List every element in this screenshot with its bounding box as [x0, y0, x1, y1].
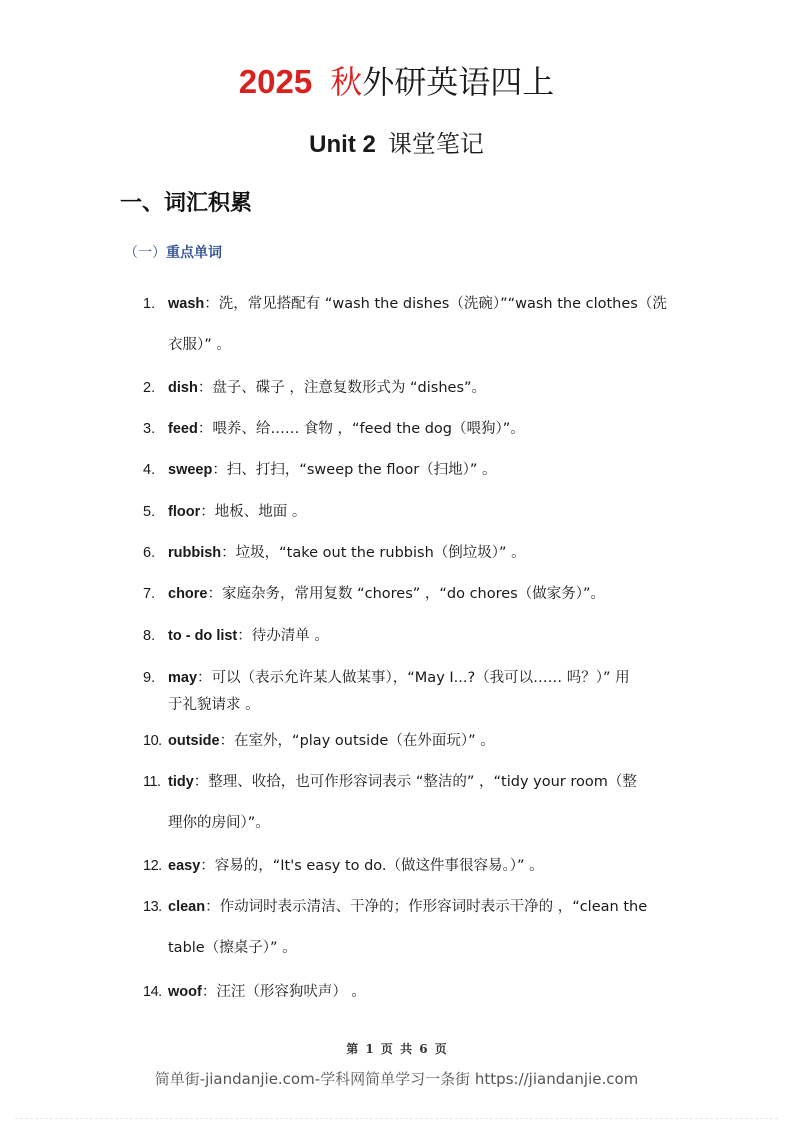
item-number: 13.	[143, 899, 162, 915]
vocab-word: outside	[168, 733, 220, 749]
item-number: 10.	[143, 733, 162, 749]
item-number: 12.	[143, 858, 162, 874]
vocab-definition: ：作动词时表示清洁、干净的；作形容词时表示干净的 ，“clean the	[205, 899, 648, 915]
vocab-word: feed	[168, 421, 198, 437]
vocab-word: floor	[168, 504, 201, 520]
vocab-definition: ：盘子、碟子 ，注意复数形式为 “dishes”。	[197, 380, 487, 396]
vocab-word: tidy	[168, 774, 194, 790]
vocab-definition-cont: table（擦桌子）” 。	[168, 940, 297, 956]
vocab-item	[143, 377, 683, 399]
item-number: 7.	[143, 586, 156, 602]
vocab-word: easy	[168, 858, 201, 874]
vocab-item	[143, 501, 683, 523]
subsection-heading	[124, 242, 222, 264]
vocab-definition: ：扫、打扫，“sweep the floor（扫地）” 。	[212, 462, 497, 478]
section-heading: 一、词汇积累	[120, 191, 253, 216]
vocab-definition-cont: 于礼貌请求 。	[168, 697, 260, 713]
subsection-title: 重点单词	[166, 245, 222, 261]
vocab-word: to - do list	[168, 628, 238, 644]
subtitle-text: 课堂笔记	[387, 130, 484, 158]
title-season: 秋	[330, 63, 363, 101]
vocab-item	[143, 981, 683, 1003]
vocab-word: sweep	[168, 462, 213, 478]
vocab-definition: ：地板、地面 。	[200, 504, 307, 520]
item-number: 2.	[143, 380, 156, 396]
item-number: 4.	[143, 462, 156, 478]
item-number: 11.	[143, 774, 161, 790]
document-subtitle	[0, 127, 793, 162]
vocab-word: clean	[168, 899, 206, 915]
subsection-prefix: （一）	[124, 245, 166, 261]
vocab-item	[143, 418, 683, 440]
vocab-definition: ：汪汪（形容狗吠声） 。	[201, 984, 366, 1000]
vocab-definition: ：在室外，“play outside（在外面玩）” 。	[219, 733, 495, 749]
item-number: 14.	[143, 984, 162, 1000]
title-year: 2025	[238, 63, 313, 100]
vocab-item	[143, 667, 683, 716]
item-number: 5.	[143, 504, 156, 520]
vocab-item	[143, 855, 683, 877]
vocab-definition: ：洗，常见搭配有 “wash the dishes（洗碗）”“wash the clothes（洗	[204, 296, 667, 312]
vocab-definition: ：可以（表示允许某人做某事），“May I...?（我可以…… 吗？）” 用	[197, 670, 630, 686]
item-number: 8.	[143, 628, 156, 644]
vocab-item	[143, 542, 683, 564]
vocab-definition: ：整理、收拾，也可作形容词表示 “整洁的” ，“tidy your room（整	[193, 774, 637, 790]
document-title	[0, 60, 793, 104]
vocab-item	[143, 730, 683, 752]
vocab-word: may	[168, 670, 198, 686]
vocab-item	[143, 896, 683, 959]
page-indicator: 第 1 页 共 6 页	[346, 1042, 447, 1056]
vocab-item	[143, 771, 683, 834]
vocab-word: wash	[168, 296, 205, 312]
vocab-item	[143, 293, 683, 356]
vocab-item	[143, 583, 683, 605]
item-number: 3.	[143, 421, 156, 437]
bottom-divider	[15, 1118, 778, 1119]
vocab-definition-cont: 理你的房间）”。	[168, 815, 270, 831]
vocab-item	[143, 625, 683, 647]
vocab-word: chore	[168, 586, 208, 602]
title-rest: 外研英语四上	[362, 63, 555, 101]
vocab-definition: ：喂养、给…… 食物 ，“feed the dog（喂狗）”。	[197, 421, 525, 437]
vocab-definition: ：家庭杂务，常用复数 “chores” ，“do chores（做家务）”。	[207, 586, 606, 602]
vocab-word: woof	[168, 984, 202, 1000]
subtitle-unit: Unit 2	[309, 131, 376, 158]
vocab-definition: ：容易的，“It's easy to do.（做这件事很容易。）” 。	[200, 858, 544, 874]
vocab-word: rubbish	[168, 545, 222, 561]
vocab-definition: ：待办清单 。	[237, 628, 329, 644]
item-number: 9.	[143, 670, 156, 686]
site-watermark: 简单街-jiandanjie.com-学科网简单学习一条街 https://jiandanjie.com	[154, 1070, 639, 1088]
vocab-definition-cont: 衣服）” 。	[168, 337, 231, 353]
vocab-word: dish	[168, 380, 198, 396]
item-number: 6.	[143, 545, 156, 561]
vocab-item	[143, 459, 683, 481]
item-number: 1.	[143, 296, 156, 312]
vocab-definition: ：垃圾，“take out the rubbish（倒垃圾）” 。	[221, 545, 526, 561]
